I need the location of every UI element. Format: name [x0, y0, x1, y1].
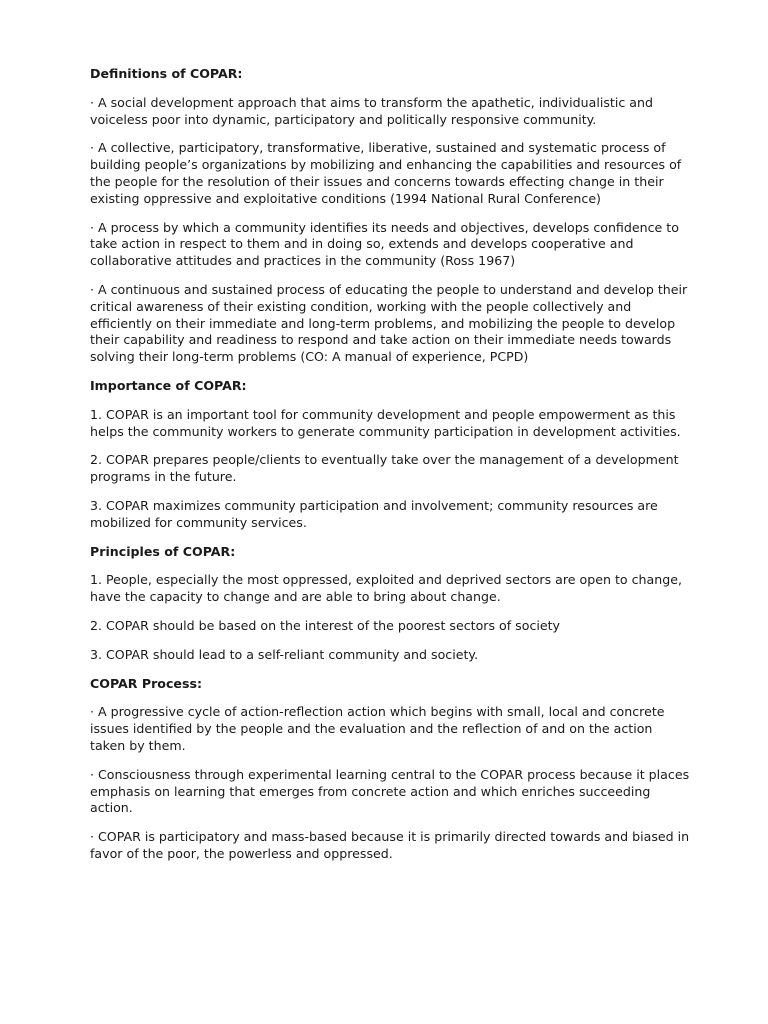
section-importance	[90, 378, 690, 532]
paragraph: · COPAR is participatory and mass-based because it is primarily directed towards and biased in favor of the poor, the powerless and oppressed.	[90, 829, 690, 861]
section-heading: Principles of COPAR:	[90, 543, 236, 559]
paragraph: · Consciousness through experimental learning central to the COPAR process because it places emphasis on learning that emerges from concrete action and which enriches succeeding action.	[90, 766, 690, 816]
paragraph: · A continuous and sustained process of educating the people to understand and develop their critical awareness of their existing condition, working with the people collectively and efficiently on their immediate and long-term problems, and mobilizing the people to develop their capability and readiness to respond and take action on their immediate needs towards solving their long-term problems (CO: A manual of experience, PCPD)	[90, 281, 688, 365]
paragraph: · A collective, participatory, transformative, liberative, sustained and systematic process of building people’s organizations by mobilizing and enhancing the capabilities and resources of the people for the resolution of their issues and concerns towards effecting change in their existing oppressive and exploitative conditions (1994 National Rural Conference)	[90, 140, 682, 206]
paragraph: 1. COPAR is an important tool for community development and people empowerment as this helps the community workers to generate community participation in development activities.	[90, 406, 681, 439]
paragraph: 3. COPAR maximizes community participation and involvement; community resources are mobilized for community services.	[90, 497, 658, 530]
section-heading: Definitions of COPAR:	[90, 66, 243, 81]
paragraph: · A process by which a community identifies its needs and objectives, develops confidence to take action in respect to them and in doing so, extends and develops cooperative and collaborative attitudes and practices in the community (Ross 1967)	[90, 219, 679, 269]
section-principles	[90, 544, 690, 664]
paragraph: · A progressive cycle of action-reflection action which begins with small, local and concrete issues identified by the people and the evaluation and the reflection of and on the action taken by them.	[90, 704, 665, 753]
paragraph: 2. COPAR should be based on the interest of the poorest sectors of society	[90, 617, 561, 633]
paragraph: · A social development approach that aims to transform the apathetic, individualistic and voiceless poor into dynamic, participatory and politically responsive community.	[90, 94, 653, 127]
paragraph: 3. COPAR should lead to a self-reliant community and society.	[90, 646, 479, 662]
section-definitions	[90, 66, 690, 366]
section-heading: COPAR Process:	[90, 675, 202, 691]
section-process	[90, 676, 690, 863]
paragraph: 2. COPAR prepares people/clients to eventually take over the management of a development programs in the future.	[90, 452, 679, 485]
section-heading: Importance of COPAR:	[90, 377, 247, 393]
paragraph: 1. People, especially the most oppressed, exploited and deprived sectors are open to change, have the capacity to change and are able to bring about change.	[90, 572, 682, 605]
document-page	[90, 66, 690, 875]
